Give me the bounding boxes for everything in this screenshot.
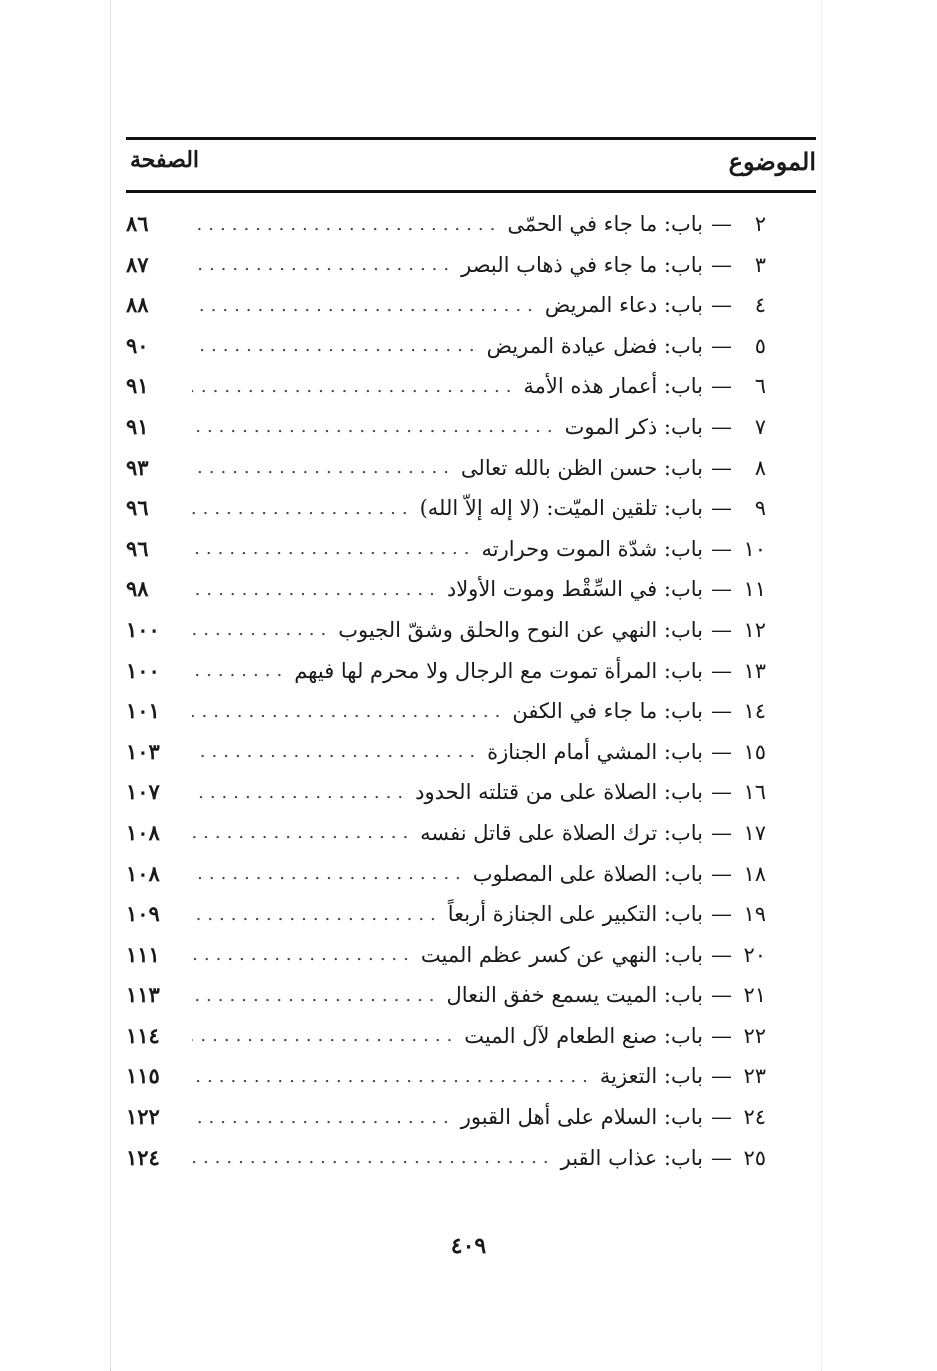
entry-page-number: ٨٦ <box>126 211 149 236</box>
toc-entry <box>126 853 766 894</box>
toc-entry-text <box>192 938 766 972</box>
toc-entry <box>126 934 766 975</box>
toc-entry-text <box>192 369 766 403</box>
entry-number: ٤ <box>754 293 766 318</box>
entry-dash: — <box>711 1023 732 1048</box>
toc-entry <box>126 325 766 366</box>
entry-number: ٥ <box>754 333 766 358</box>
toc-entry-text <box>192 775 766 809</box>
entry-dash: — <box>711 617 732 642</box>
entry-page-number: ١٠٧ <box>126 779 160 805</box>
dot-leader <box>192 498 414 519</box>
toc-entry <box>126 244 766 285</box>
toc-entry-text <box>192 1059 766 1093</box>
entry-page-number: ٩٦ <box>126 535 149 561</box>
dot-leader <box>192 944 415 965</box>
dot-leader <box>192 335 481 356</box>
toc-entry-text <box>192 207 766 241</box>
topic-column-label: الموضوع <box>728 147 816 176</box>
toc-entry-text <box>192 735 766 769</box>
dot-leader <box>192 579 441 600</box>
entry-title: باب: ما جاء في الكفن <box>512 699 703 724</box>
entry-number: ١٦ <box>743 780 766 805</box>
entry-dash: — <box>711 374 732 399</box>
toc-entry <box>126 812 766 853</box>
entry-page-number: ١٠٠ <box>126 616 160 642</box>
entry-title: باب: تلقين الميّت: (لا إله إلاّ الله) <box>419 496 703 521</box>
toc-entry-text <box>192 248 766 282</box>
entry-page-number: ١٠١ <box>126 698 160 724</box>
entry-title: باب: عذاب القبر <box>560 1145 703 1170</box>
toc-entry-text <box>192 329 766 363</box>
entry-page-number: ١٢٢ <box>126 1104 160 1130</box>
toc-entry <box>126 771 766 812</box>
entry-title: باب: المشي أمام الجنازة <box>487 739 703 764</box>
entry-page-number: ١٢٤ <box>126 1144 160 1170</box>
toc-header <box>126 137 816 193</box>
entry-title: باب: الصلاة على المصلوب <box>472 861 703 886</box>
dot-leader <box>192 1066 594 1087</box>
toc-entry <box>126 284 766 325</box>
entry-title: باب: الميت يسمع خفق النعال <box>446 983 703 1008</box>
entry-dash: — <box>711 942 732 967</box>
entry-number: ١٣ <box>743 658 766 683</box>
toc-entry-text <box>192 816 766 850</box>
entry-dash: — <box>711 1064 732 1089</box>
toc-entry <box>126 568 766 609</box>
dot-leader <box>192 295 539 316</box>
dot-leader <box>192 538 475 559</box>
entry-dash: — <box>711 496 732 521</box>
entry-number: ٢٣ <box>743 1064 766 1089</box>
entry-title: باب: ترك الصلاة على قاتل نفسه <box>420 820 703 845</box>
toc-entry <box>126 406 766 447</box>
toc-entry <box>126 487 766 528</box>
entry-dash: — <box>711 212 732 236</box>
dot-leader <box>192 660 288 681</box>
entry-dash: — <box>711 333 732 358</box>
entry-title: باب: النهي عن كسر عظم الميت <box>420 942 703 967</box>
page-column-label: الصفحة <box>130 147 200 173</box>
entry-dash: — <box>711 739 732 764</box>
left-margin-line <box>110 0 111 1371</box>
entry-page-number: ١٠٨ <box>126 819 160 845</box>
toc-entry-text <box>192 1100 766 1134</box>
toc-entry <box>126 1137 766 1178</box>
toc-entry <box>126 365 766 406</box>
entry-title: باب: فضل عيادة المريض <box>486 333 703 358</box>
entry-page-number: ٩٣ <box>126 454 149 480</box>
entry-page-number: ٨٧ <box>126 251 149 277</box>
toc-entry-text <box>192 897 766 931</box>
toc-entry <box>126 528 766 569</box>
entry-number: ٢٠ <box>743 942 766 967</box>
entry-number: ٣ <box>754 252 766 277</box>
toc-entry <box>126 1096 766 1137</box>
entry-title: باب: المرأة تموت مع الرجال ولا محرم لها فيهم <box>294 658 703 683</box>
entry-title: باب: ما جاء في الحمّى <box>507 212 703 236</box>
toc-entry <box>126 1055 766 1096</box>
entry-page-number: ١١٣ <box>126 982 160 1008</box>
entry-number: ١٠ <box>743 536 766 561</box>
toc-entry <box>126 447 766 488</box>
entry-dash: — <box>711 780 732 805</box>
entry-dash: — <box>711 414 732 439</box>
entry-dash: — <box>711 1105 732 1130</box>
toc-entry-text <box>192 654 766 688</box>
entry-title: باب: التعزية <box>599 1064 703 1089</box>
entry-page-number: ١٠٠ <box>126 657 160 683</box>
toc-entry <box>126 974 766 1015</box>
toc-entry <box>126 690 766 731</box>
toc-entry <box>126 1015 766 1056</box>
entry-page-number: ١٠٨ <box>126 860 160 886</box>
entry-page-number: ٩٦ <box>126 495 149 521</box>
toc-entry-text <box>192 532 766 566</box>
entry-dash: — <box>711 455 732 480</box>
entry-title: باب: السلام على أهل القبور <box>460 1105 703 1130</box>
entry-dash: — <box>711 658 732 683</box>
entry-dash: — <box>711 536 732 561</box>
entry-number: ٢ <box>754 212 766 236</box>
entry-page-number: ١٠٩ <box>126 901 160 927</box>
entry-page-number: ٩٠ <box>126 332 149 358</box>
entry-page-number: ٩١ <box>126 413 149 439</box>
entry-number: ١٢ <box>743 617 766 642</box>
entry-title: باب: دعاء المريض <box>544 293 703 318</box>
toc-entry-text <box>192 613 766 647</box>
entry-page-number: ١١٥ <box>126 1063 160 1089</box>
entry-number: ٢٢ <box>743 1023 766 1048</box>
toc-entry <box>126 609 766 650</box>
dot-leader <box>192 1025 458 1046</box>
toc-list <box>126 203 766 1177</box>
dot-leader <box>192 619 332 640</box>
entry-number: ٢٤ <box>743 1105 766 1130</box>
entry-title: باب: النهي عن النوح والحلق وشقّ الجيوب <box>338 617 703 642</box>
entry-number: ١٧ <box>743 820 766 845</box>
entry-dash: — <box>711 902 732 927</box>
entry-page-number: ٩١ <box>126 373 149 399</box>
entry-page-number: ٩٨ <box>126 576 149 602</box>
entry-title: باب: صنع الطعام لآل الميت <box>464 1023 703 1048</box>
entry-page-number: ١١١ <box>126 941 160 967</box>
entry-dash: — <box>711 861 732 886</box>
entry-page-number: ١٠٣ <box>126 738 160 764</box>
entry-page-number: ٨٨ <box>126 292 149 318</box>
entry-number: ٨ <box>754 455 766 480</box>
toc-entry <box>126 650 766 691</box>
entry-title: باب: ما جاء في ذهاب البصر <box>461 252 703 277</box>
toc-entry-text <box>192 978 766 1012</box>
dot-leader <box>192 904 442 925</box>
right-margin-line <box>821 0 822 1371</box>
entry-number: ٧ <box>754 414 766 439</box>
entry-title: باب: شدّة الموت وحرارته <box>481 536 703 561</box>
dot-leader <box>192 1147 555 1168</box>
toc-entry <box>126 203 766 244</box>
entry-title: باب: حسن الظن بالله تعالى <box>460 455 703 480</box>
dot-leader <box>192 985 441 1006</box>
dot-leader <box>192 1107 455 1128</box>
entry-title: باب: ذكر الموت <box>564 414 703 439</box>
entry-number: ١٩ <box>743 902 766 927</box>
toc-entry-text <box>192 410 766 444</box>
toc-entry-text <box>192 1141 766 1175</box>
entry-dash: — <box>711 983 732 1008</box>
entry-number: ١٨ <box>743 861 766 886</box>
toc-entry-text <box>192 451 766 485</box>
dot-leader <box>192 214 501 235</box>
entry-title: باب: التكبير على الجنازة أربعاً <box>447 902 703 927</box>
dot-leader <box>192 376 517 397</box>
entry-number: ٩ <box>754 496 766 521</box>
toc-entry <box>126 731 766 772</box>
toc-entry-text <box>192 857 766 891</box>
entry-page-number: ١١٤ <box>126 1022 160 1048</box>
toc-entry-text <box>192 288 766 322</box>
entry-number: ١٤ <box>743 699 766 724</box>
entry-number: ١١ <box>743 577 766 602</box>
dot-leader <box>192 457 455 478</box>
entry-dash: — <box>711 293 732 318</box>
entry-dash: — <box>711 820 732 845</box>
toc-entry-text <box>192 694 766 728</box>
entry-number: ١٥ <box>743 739 766 764</box>
entry-title: باب: الصلاة على من قتلته الحدود <box>415 780 703 805</box>
dot-leader <box>192 782 409 803</box>
page-number: ٤٠٩ <box>450 1233 487 1259</box>
entry-title: باب: في السِّقْط وموت الأولاد <box>446 577 703 602</box>
entry-dash: — <box>711 577 732 602</box>
toc-entry <box>126 893 766 934</box>
dot-leader <box>192 701 506 722</box>
entry-dash: — <box>711 1145 732 1170</box>
entry-title: باب: أعمار هذه الأمة <box>523 374 703 399</box>
entry-dash: — <box>711 252 732 277</box>
toc-entry-text <box>192 491 766 525</box>
toc-entry-text <box>192 1019 766 1053</box>
toc-entry-text <box>192 572 766 606</box>
dot-leader <box>192 741 481 762</box>
entry-number: ٢١ <box>743 983 766 1008</box>
dot-leader <box>192 863 467 884</box>
entry-number: ٢٥ <box>743 1145 766 1170</box>
dot-leader <box>192 822 414 843</box>
dot-leader <box>192 416 559 437</box>
entry-number: ٦ <box>754 374 766 399</box>
dot-leader <box>192 254 455 275</box>
entry-dash: — <box>711 699 732 724</box>
